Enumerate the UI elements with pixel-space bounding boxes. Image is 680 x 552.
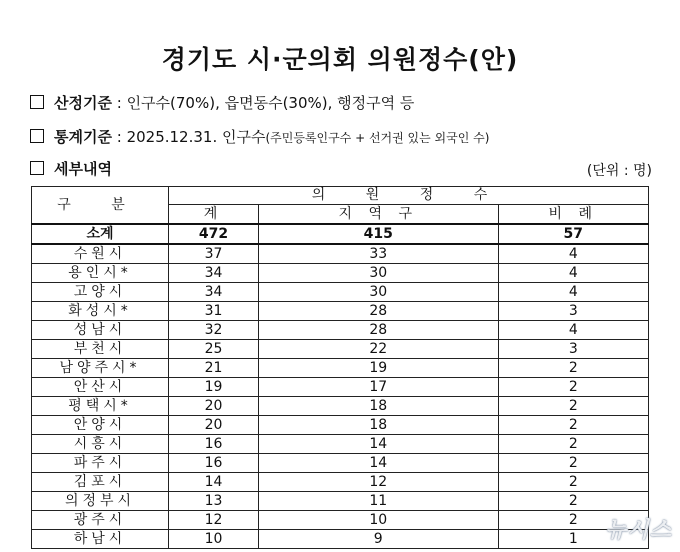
- table-row: [32, 264, 649, 283]
- seat-total: 21: [169, 359, 259, 378]
- seat-district: 28: [258, 302, 498, 321]
- subtotal-prop: 57: [498, 224, 648, 244]
- stat-separator: :: [111, 128, 127, 146]
- council-seat-table: [31, 186, 649, 549]
- calc-text: 인구수(70%), 읍면동수(30%), 행정구역 등: [126, 94, 415, 112]
- seat-district: 9: [258, 530, 498, 549]
- seat-district: 10: [258, 511, 498, 530]
- table-row: [32, 473, 649, 492]
- checkbox-square-icon: [30, 161, 44, 175]
- seat-district: 14: [258, 435, 498, 454]
- seat-district: 11: [258, 492, 498, 511]
- city-name: 화성시*: [32, 302, 169, 321]
- criteria-calc: [30, 92, 414, 113]
- subtotal-district: 415: [258, 224, 498, 244]
- city-name: 평택시*: [32, 397, 169, 416]
- header-main: 의 원 정 수: [169, 187, 649, 205]
- city-name: 남양주시*: [32, 359, 169, 378]
- seat-total: 31: [169, 302, 259, 321]
- city-name: 성남시: [32, 321, 169, 340]
- table-row: [32, 283, 649, 302]
- checkbox-square-icon: [30, 95, 44, 109]
- calc-label: 산정기준: [54, 94, 112, 112]
- seat-proportional: 1: [498, 530, 648, 549]
- seat-total: 37: [169, 244, 259, 264]
- subtotal-row: [32, 224, 649, 244]
- seat-proportional: 4: [498, 321, 648, 340]
- header-district: 지 역 구: [258, 205, 498, 225]
- table-row: [32, 244, 649, 264]
- seat-district: 17: [258, 378, 498, 397]
- city-name: 안산시: [32, 378, 169, 397]
- seat-total: 10: [169, 530, 259, 549]
- seat-total: 16: [169, 435, 259, 454]
- subtotal-total: 472: [169, 224, 259, 244]
- seat-total: 34: [169, 283, 259, 302]
- seat-district: 22: [258, 340, 498, 359]
- seat-total: 20: [169, 397, 259, 416]
- table-row: [32, 302, 649, 321]
- city-name: 광주시: [32, 511, 169, 530]
- table-row: [32, 492, 649, 511]
- city-name: 수원시: [32, 244, 169, 264]
- checkbox-square-icon: [30, 129, 44, 143]
- table-row: [32, 435, 649, 454]
- detail-label: 세부내역: [54, 160, 112, 178]
- seat-total: 34: [169, 264, 259, 283]
- seat-district: 18: [258, 397, 498, 416]
- seat-district: 19: [258, 359, 498, 378]
- city-name: 고양시: [32, 283, 169, 302]
- seat-district: 28: [258, 321, 498, 340]
- table-row: [32, 378, 649, 397]
- table-row: [32, 397, 649, 416]
- table-row: [32, 359, 649, 378]
- table-row: [32, 340, 649, 359]
- seat-proportional: 4: [498, 244, 648, 264]
- criteria-stat: [30, 126, 489, 147]
- seat-proportional: 2: [498, 492, 648, 511]
- seat-proportional: 2: [498, 416, 648, 435]
- header-proportional: 비 례: [498, 205, 648, 225]
- table-row: [32, 454, 649, 473]
- seat-proportional: 2: [498, 397, 648, 416]
- header-total: 계: [169, 205, 259, 225]
- subtotal-name: 소계: [32, 224, 169, 244]
- seat-district: 33: [258, 244, 498, 264]
- stat-text: 2025.12.31. 인구수: [126, 128, 266, 146]
- calc-separator: :: [111, 94, 127, 112]
- seat-proportional: 4: [498, 283, 648, 302]
- city-name: 파주시: [32, 454, 169, 473]
- seat-proportional: 4: [498, 264, 648, 283]
- seat-total: 20: [169, 416, 259, 435]
- city-name: 안양시: [32, 416, 169, 435]
- table-row: [32, 416, 649, 435]
- seat-district: 12: [258, 473, 498, 492]
- page-title: 경기도 시·군의회 의원정수(안): [161, 45, 519, 74]
- seat-total: 14: [169, 473, 259, 492]
- stat-label: 통계기준: [54, 128, 112, 146]
- city-name: 부천시: [32, 340, 169, 359]
- city-name: 의정부시: [32, 492, 169, 511]
- seat-proportional: 3: [498, 302, 648, 321]
- seat-district: 14: [258, 454, 498, 473]
- stat-note: (주민등록인구수 + 선거권 있는 외국인 수): [265, 131, 490, 145]
- table-row: [32, 321, 649, 340]
- table-row: [32, 511, 649, 530]
- header-group: 구 분: [32, 187, 169, 225]
- seat-proportional: 2: [498, 511, 648, 530]
- city-name: 용인시*: [32, 264, 169, 283]
- table-row: [32, 530, 649, 549]
- seat-district: 30: [258, 264, 498, 283]
- seat-proportional: 2: [498, 473, 648, 492]
- seat-total: 12: [169, 511, 259, 530]
- seat-proportional: 2: [498, 359, 648, 378]
- seat-total: 13: [169, 492, 259, 511]
- seat-total: 16: [169, 454, 259, 473]
- seat-district: 30: [258, 283, 498, 302]
- seat-proportional: 2: [498, 435, 648, 454]
- seat-proportional: 2: [498, 454, 648, 473]
- criteria-detail: [30, 158, 112, 179]
- unit-label: (단위 : 명): [586, 163, 652, 179]
- seat-total: 32: [169, 321, 259, 340]
- seat-total: 19: [169, 378, 259, 397]
- seat-proportional: 3: [498, 340, 648, 359]
- watermark-logo: 뉴시스: [605, 518, 672, 543]
- seat-district: 18: [258, 416, 498, 435]
- city-name: 김포시: [32, 473, 169, 492]
- city-name: 시흥시: [32, 435, 169, 454]
- seat-proportional: 2: [498, 378, 648, 397]
- city-name: 하남시: [32, 530, 169, 549]
- seat-total: 25: [169, 340, 259, 359]
